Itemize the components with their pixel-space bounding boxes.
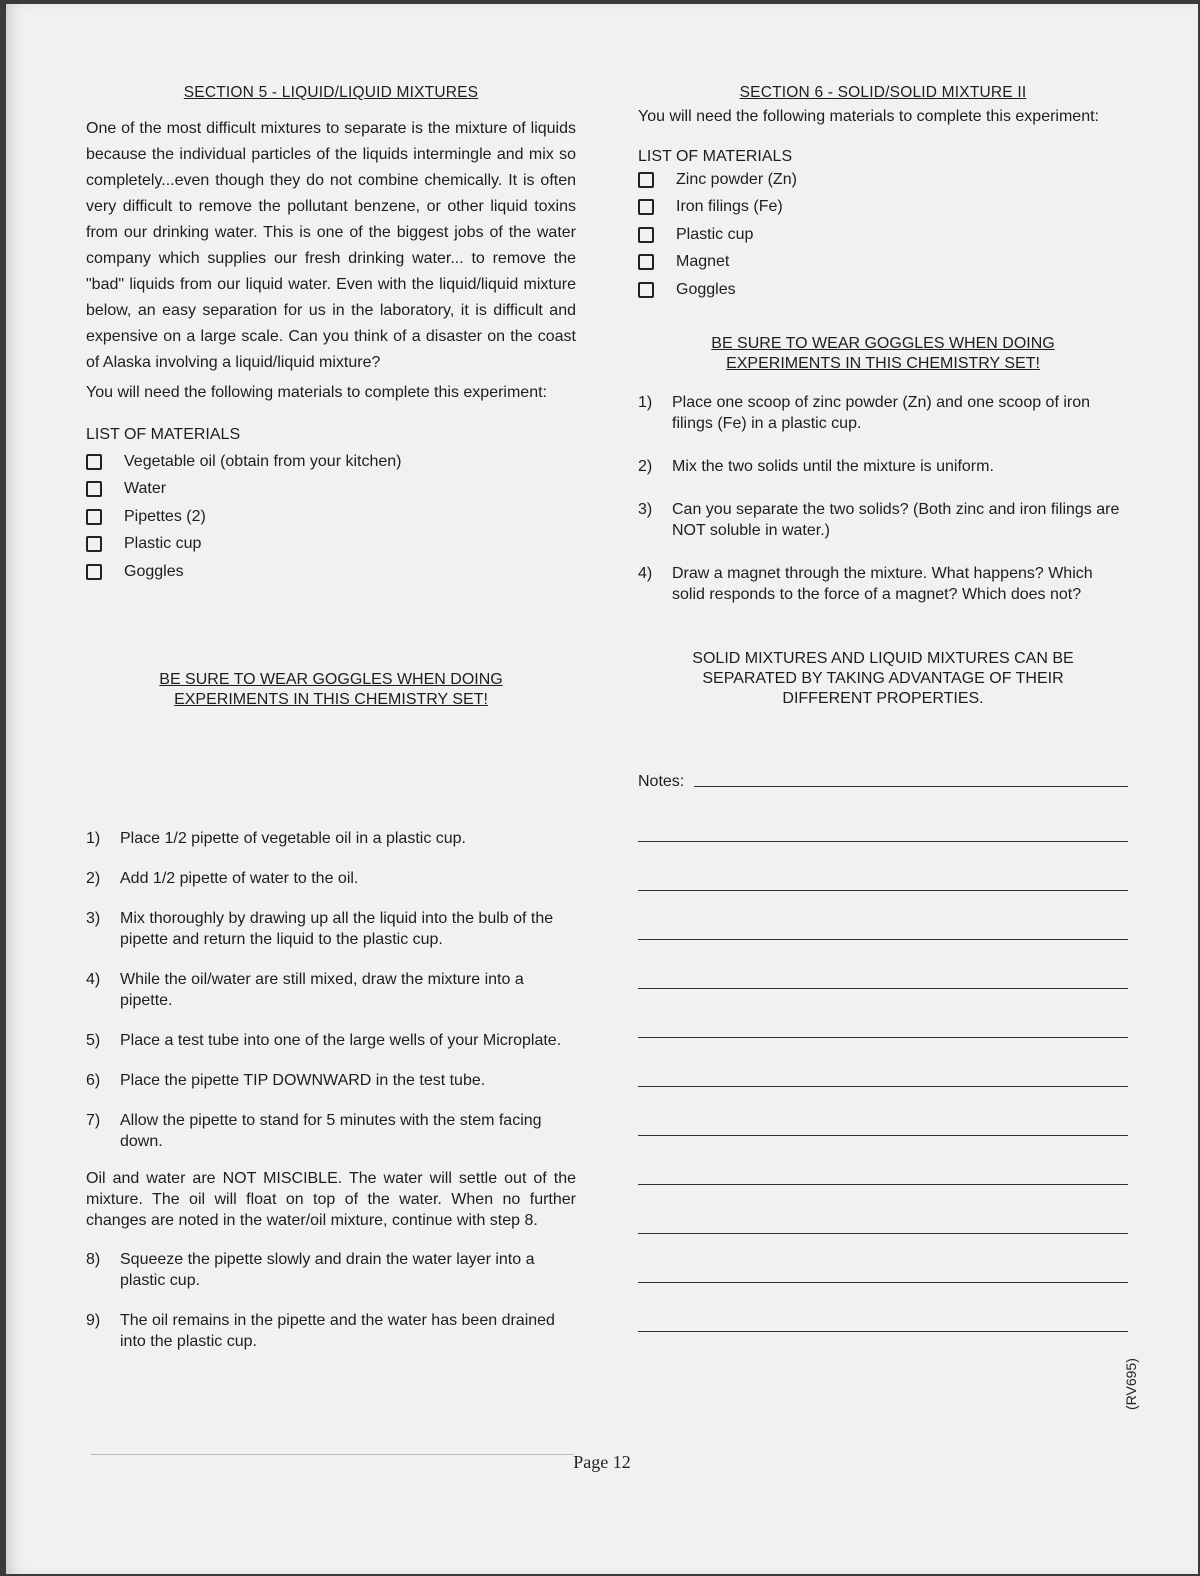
checkbox-icon[interactable] — [638, 172, 654, 188]
material-item — [638, 194, 1128, 222]
section-5-list-label: LIST OF MATERIALS — [86, 426, 241, 443]
step-item — [86, 828, 576, 849]
checkbox-icon[interactable] — [638, 282, 654, 298]
step-number: 4) — [638, 564, 653, 582]
step-text: While the oil/water are still mixed, draw the mixture into a pipette. — [120, 970, 524, 1009]
step-text: Draw a magnet through the mixture. What happens? Which solid responds to the force of a magnet? Which does not? — [672, 564, 1093, 603]
material-label: Goggles — [676, 280, 736, 298]
section-6-goggles-warning — [638, 334, 1128, 374]
section-5-materials-list — [86, 448, 576, 586]
step-text: Place 1/2 pipette of vegetable oil in a plastic cup. — [120, 829, 466, 847]
section-6-list-label: LIST OF MATERIALS — [638, 148, 793, 165]
step-item — [86, 1030, 576, 1051]
section-5-title: SECTION 5 - LIQUID/LIQUID MIXTURES — [183, 84, 479, 101]
step-text: Place one scoop of zinc powder (Zn) and one scoop of iron filings (Fe) in a plastic cup. — [672, 393, 1091, 432]
checkbox-icon[interactable] — [86, 481, 102, 497]
step-item — [86, 1249, 576, 1291]
step-number: 8) — [86, 1250, 101, 1268]
notes-line — [638, 1233, 1128, 1234]
conclusion-line: SEPARATED BY TAKING ADVANTAGE OF THEIR — [702, 669, 1064, 687]
warning-line: BE SURE TO WEAR GOGGLES WHEN DOING — [159, 670, 503, 688]
step-item — [86, 868, 576, 889]
step-number: 7) — [86, 1111, 101, 1129]
checkbox-icon[interactable] — [638, 227, 654, 243]
notes-line — [638, 1037, 1128, 1038]
section-5-steps — [86, 828, 576, 1152]
step-text: Place a test tube into one of the large wells of your Microplate. — [120, 1031, 562, 1049]
notes-line — [638, 1331, 1128, 1332]
material-label: Pipettes (2) — [124, 507, 206, 525]
notes-line — [638, 1184, 1128, 1185]
material-item — [86, 476, 576, 504]
conclusion-line: DIFFERENT PROPERTIES. — [782, 689, 984, 707]
step-item — [86, 969, 576, 1011]
material-item — [638, 249, 1128, 277]
notes-line — [638, 939, 1128, 940]
step-text: Can you separate the two solids? (Both zinc and iron filings are NOT soluble in water.) — [672, 500, 1120, 539]
material-item — [638, 166, 1128, 194]
step-number: 4) — [86, 970, 101, 988]
notes-area — [638, 773, 1128, 791]
material-item — [86, 531, 576, 559]
section-5-column — [86, 84, 576, 1352]
step-item — [638, 456, 1128, 477]
section-6-column — [638, 84, 1128, 1332]
checkbox-icon[interactable] — [86, 509, 102, 525]
step-number: 1) — [638, 393, 653, 411]
step-text: Add 1/2 pipette of water to the oil. — [120, 869, 359, 887]
notes-label: Notes: — [638, 772, 685, 790]
step-text: Place the pipette TIP DOWNWARD in the test tube. — [120, 1071, 486, 1089]
notes-lines — [638, 841, 1128, 1332]
section-6-materials-list — [638, 166, 1128, 304]
section-5-intro: One of the most difficult mixtures to separate is the mixture of liquids because the individual particles of the liquids intermingle and mix so completely...even though they do not combine chemically. It is often very difficult to remove the pollutant benzene, or other liquid toxins from our drinking water. This is one of the biggest jobs of the water company which supplies our fresh drinking water... to remove the "bad" liquids from our liquid water. Even with the liquid/liquid mixture below, an easy separation for us in the laboratory, it is difficult and expensive on a large scale. Can you think of a disaster on the coast of Alaska involving a liquid/liquid mixture? — [86, 120, 576, 371]
notes-line — [638, 1282, 1128, 1283]
notes-line — [638, 1135, 1128, 1136]
checkbox-icon[interactable] — [638, 254, 654, 270]
material-item — [86, 448, 576, 476]
step-item — [638, 392, 1128, 434]
page-number: Page 12 — [573, 1452, 631, 1472]
step-item — [86, 908, 576, 950]
step-item — [86, 1110, 576, 1152]
step-item — [86, 1070, 576, 1091]
section-5-goggles-warning — [86, 670, 576, 710]
section-6-materials-intro: You will need the following materials to complete this experiment: — [638, 108, 1099, 125]
material-item — [638, 221, 1128, 249]
material-label: Magnet — [676, 253, 730, 271]
material-item — [86, 503, 576, 531]
section-6-title: SECTION 6 - SOLID/SOLID MIXTURE II — [739, 84, 1027, 101]
document-page — [6, 4, 1198, 1574]
material-label: Iron filings (Fe) — [676, 198, 783, 216]
checkbox-icon[interactable] — [638, 199, 654, 215]
material-item — [638, 276, 1128, 304]
section-6-conclusion — [638, 649, 1128, 709]
material-label: Goggles — [124, 562, 184, 580]
section-5-materials-intro: You will need the following materials to complete this experiment: — [86, 384, 547, 401]
step-text: The oil remains in the pipette and the water has been drained into the plastic cup. — [120, 1311, 555, 1350]
step-item — [638, 499, 1128, 541]
notes-line — [638, 988, 1128, 989]
warning-line: BE SURE TO WEAR GOGGLES WHEN DOING — [711, 334, 1055, 352]
checkbox-icon[interactable] — [86, 454, 102, 470]
step-number: 5) — [86, 1031, 101, 1049]
checkbox-icon[interactable] — [86, 536, 102, 552]
step-number: 3) — [86, 909, 101, 927]
miscible-note: Oil and water are NOT MISCIBLE. The water will settle out of the mixture. The oil will float on top of the water. When no further changes are noted in the water/oil mixture, continue with step 8. — [86, 1169, 576, 1229]
notes-line — [638, 890, 1128, 891]
notes-line — [638, 1086, 1128, 1087]
step-number: 6) — [86, 1071, 101, 1089]
material-label: Zinc powder (Zn) — [676, 170, 797, 188]
step-number: 1) — [86, 829, 101, 847]
material-item — [86, 558, 576, 586]
step-number: 2) — [638, 457, 653, 475]
step-number: 2) — [86, 869, 101, 887]
section-5-steps-continued — [86, 1249, 576, 1352]
material-label: Vegetable oil (obtain from your kitchen) — [124, 452, 402, 470]
warning-line: EXPERIMENTS IN THIS CHEMISTRY SET! — [174, 690, 488, 708]
step-number: 3) — [638, 500, 653, 518]
material-label: Plastic cup — [676, 225, 754, 243]
material-label: Water — [124, 480, 167, 498]
step-text: Squeeze the pipette slowly and drain the water layer into a plastic cup. — [120, 1250, 535, 1289]
warning-line: EXPERIMENTS IN THIS CHEMISTRY SET! — [726, 354, 1040, 372]
step-number: 9) — [86, 1311, 101, 1329]
conclusion-line: SOLID MIXTURES AND LIQUID MIXTURES CAN BE — [692, 649, 1074, 667]
step-text: Mix the two solids until the mixture is uniform. — [672, 457, 994, 475]
section-6-steps — [638, 392, 1128, 605]
step-text: Allow the pipette to stand for 5 minutes with the stem facing down. — [120, 1111, 542, 1150]
step-text: Mix thoroughly by drawing up all the liquid into the bulb of the pipette and return the liquid to the plastic cup. — [120, 909, 554, 948]
notes-line — [694, 786, 1128, 787]
notes-line — [638, 841, 1128, 842]
checkbox-icon[interactable] — [86, 564, 102, 580]
material-label: Plastic cup — [124, 535, 202, 553]
step-item — [638, 563, 1128, 605]
document-code: (RV695) — [1123, 1358, 1139, 1410]
step-item — [86, 1310, 576, 1352]
